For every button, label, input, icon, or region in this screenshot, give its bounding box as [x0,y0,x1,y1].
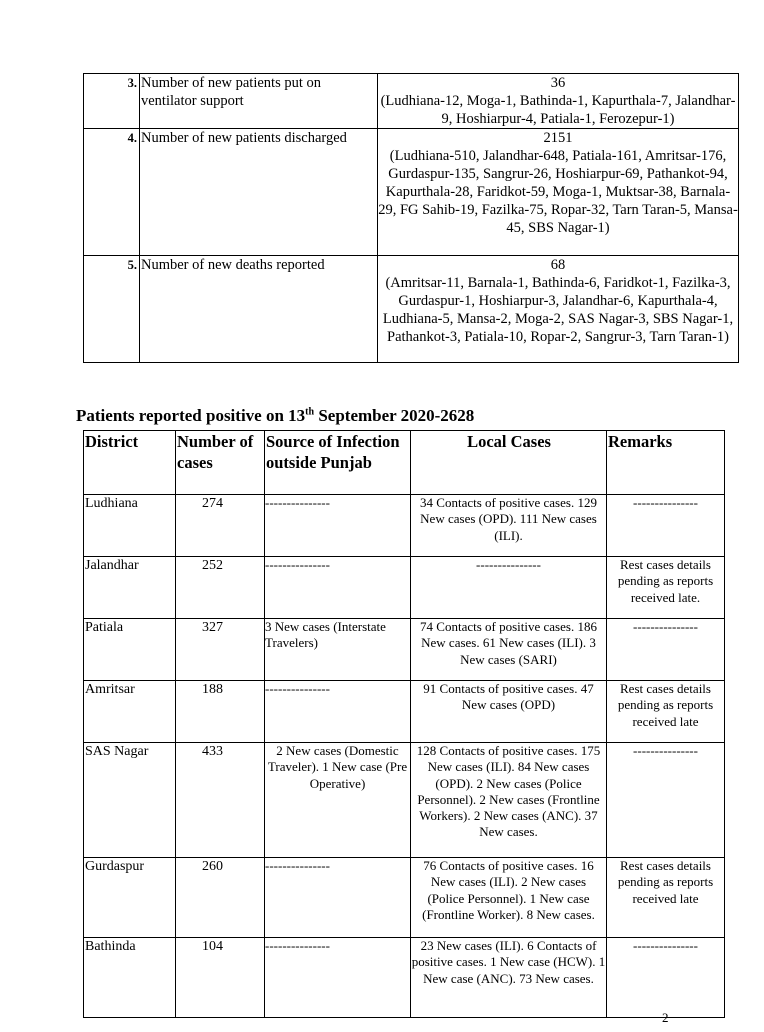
table-row [84,681,725,743]
source-cell: --------------- [265,938,411,1018]
local-cases-cell: 23 New cases (ILI). 6 Contacts of positive cases. 1 New case (HCW). 1 New case (ANC). 73 New cases. [411,938,607,1018]
summary-value: 36 [550,75,566,91]
table-row [84,557,725,619]
summary-table [83,73,739,363]
summary-value-cell [378,256,739,363]
number-cell: 252 [176,557,265,619]
source-cell: 3 New cases (Interstate Travelers) [265,619,411,681]
section-title-post: September 2020-2628 [314,406,475,425]
district-cell: Gurdaspur [84,858,176,938]
header-district: District [84,431,176,495]
remarks-cell: --------------- [607,938,725,1018]
header-local: Local Cases [411,431,607,495]
source-cell: 2 New cases (Domestic Traveler). 1 New case (Pre Operative) [265,743,411,858]
summary-serial: 5. [84,256,140,363]
remarks-cell: --------------- [607,743,725,858]
remarks-cell: Rest cases details pending as reports received late. [607,557,725,619]
local-cases-cell: 34 Contacts of positive cases. 129 New cases (OPD). 111 New cases (ILI). [411,495,607,557]
summary-detail: (Ludhiana-12, Moga-1, Bathinda-1, Kapurthala-7, Jalandhar-9, Hoshiarpur-4, Patiala-1, Ferozepur-1) [380,93,736,127]
district-cell: Amritsar [84,681,176,743]
source-cell: --------------- [265,495,411,557]
table-row [84,938,725,1018]
remarks-cell: --------------- [607,619,725,681]
summary-value-cell [378,74,739,129]
summary-description: Number of new deaths reported [140,256,378,363]
summary-value: 68 [550,257,566,273]
section-title-pre: Patients reported positive on 13 [76,406,306,425]
summary-description: Number of new patients put on ventilator support [140,74,378,129]
summary-detail: (Ludhiana-510, Jalandhar-648, Patiala-161, Amritsar-176, Gurdaspur-135, Sangrur-26, Hoshiarpur-69, Pathankot-94, Kapurthala-28, Faridkot-59, Moga-1, Muktsar-38, Barnala-29, FG Sahib-19, Fazilka-75, Ropar-32, Tarn Taran-5, Mansa-45, SBS Nagar-1) [378,148,738,236]
summary-value-cell [378,129,739,256]
number-cell: 274 [176,495,265,557]
district-cell: Jalandhar [84,557,176,619]
header-number: Number of cases [176,431,265,495]
summary-row [84,129,739,256]
district-cell: Bathinda [84,938,176,1018]
district-cell: SAS Nagar [84,743,176,858]
district-cell: Ludhiana [84,495,176,557]
remarks-cell: Rest cases details pending as reports received late [607,858,725,938]
local-cases-cell: --------------- [411,557,607,619]
header-source: Source of Infection outside Punjab [265,431,411,495]
summary-value: 2151 [543,130,573,146]
summary-serial: 3. [84,74,140,129]
source-cell: --------------- [265,681,411,743]
header-row [84,431,725,495]
local-cases-cell: 128 Contacts of positive cases. 175 New cases (ILI). 84 New cases (OPD). 2 New cases (Police Personnel). 2 New cases (Frontline Workers). 2 New cases (ANC). 37 New cases. [411,743,607,858]
local-cases-cell: 91 Contacts of positive cases. 47 New cases (OPD) [411,681,607,743]
page-number: 2 [662,1010,669,1025]
summary-row [84,256,739,363]
number-cell: 327 [176,619,265,681]
summary-detail: (Amritsar-11, Barnala-1, Bathinda-6, Faridkot-1, Fazilka-3, Gurdaspur-1, Hoshiarpur-3, Jalandhar-6, Kapurthala-4, Ludhiana-5, Mansa-2, Moga-2, SAS Nagar-3, SBS Nagar-1, Pathankot-3, Patiala-10, Ropar-2, Sangrur-3, Tarn Taran-1) [382,275,734,345]
number-cell: 188 [176,681,265,743]
section-title [76,406,474,426]
local-cases-cell: 74 Contacts of positive cases. 186 New cases. 61 New cases (ILI). 3 New cases (SARI) [411,619,607,681]
table-row [84,743,725,858]
remarks-cell: --------------- [607,495,725,557]
section-title-sup: th [305,406,315,418]
number-cell: 104 [176,938,265,1018]
summary-row [84,74,739,129]
summary-serial: 4. [84,129,140,256]
table-row [84,619,725,681]
table-row [84,495,725,557]
local-cases-cell: 76 Contacts of positive cases. 16 New cases (ILI). 2 New cases (Police Personnel). 1 New case (Frontline Worker). 8 New cases. [411,858,607,938]
source-cell: --------------- [265,557,411,619]
header-remarks: Remarks [607,431,725,495]
district-cell: Patiala [84,619,176,681]
source-cell: --------------- [265,858,411,938]
district-cases-table [83,430,725,1018]
summary-description: Number of new patients discharged [140,129,378,256]
number-cell: 260 [176,858,265,938]
remarks-cell: Rest cases details pending as reports received late [607,681,725,743]
table-row [84,858,725,938]
number-cell: 433 [176,743,265,858]
